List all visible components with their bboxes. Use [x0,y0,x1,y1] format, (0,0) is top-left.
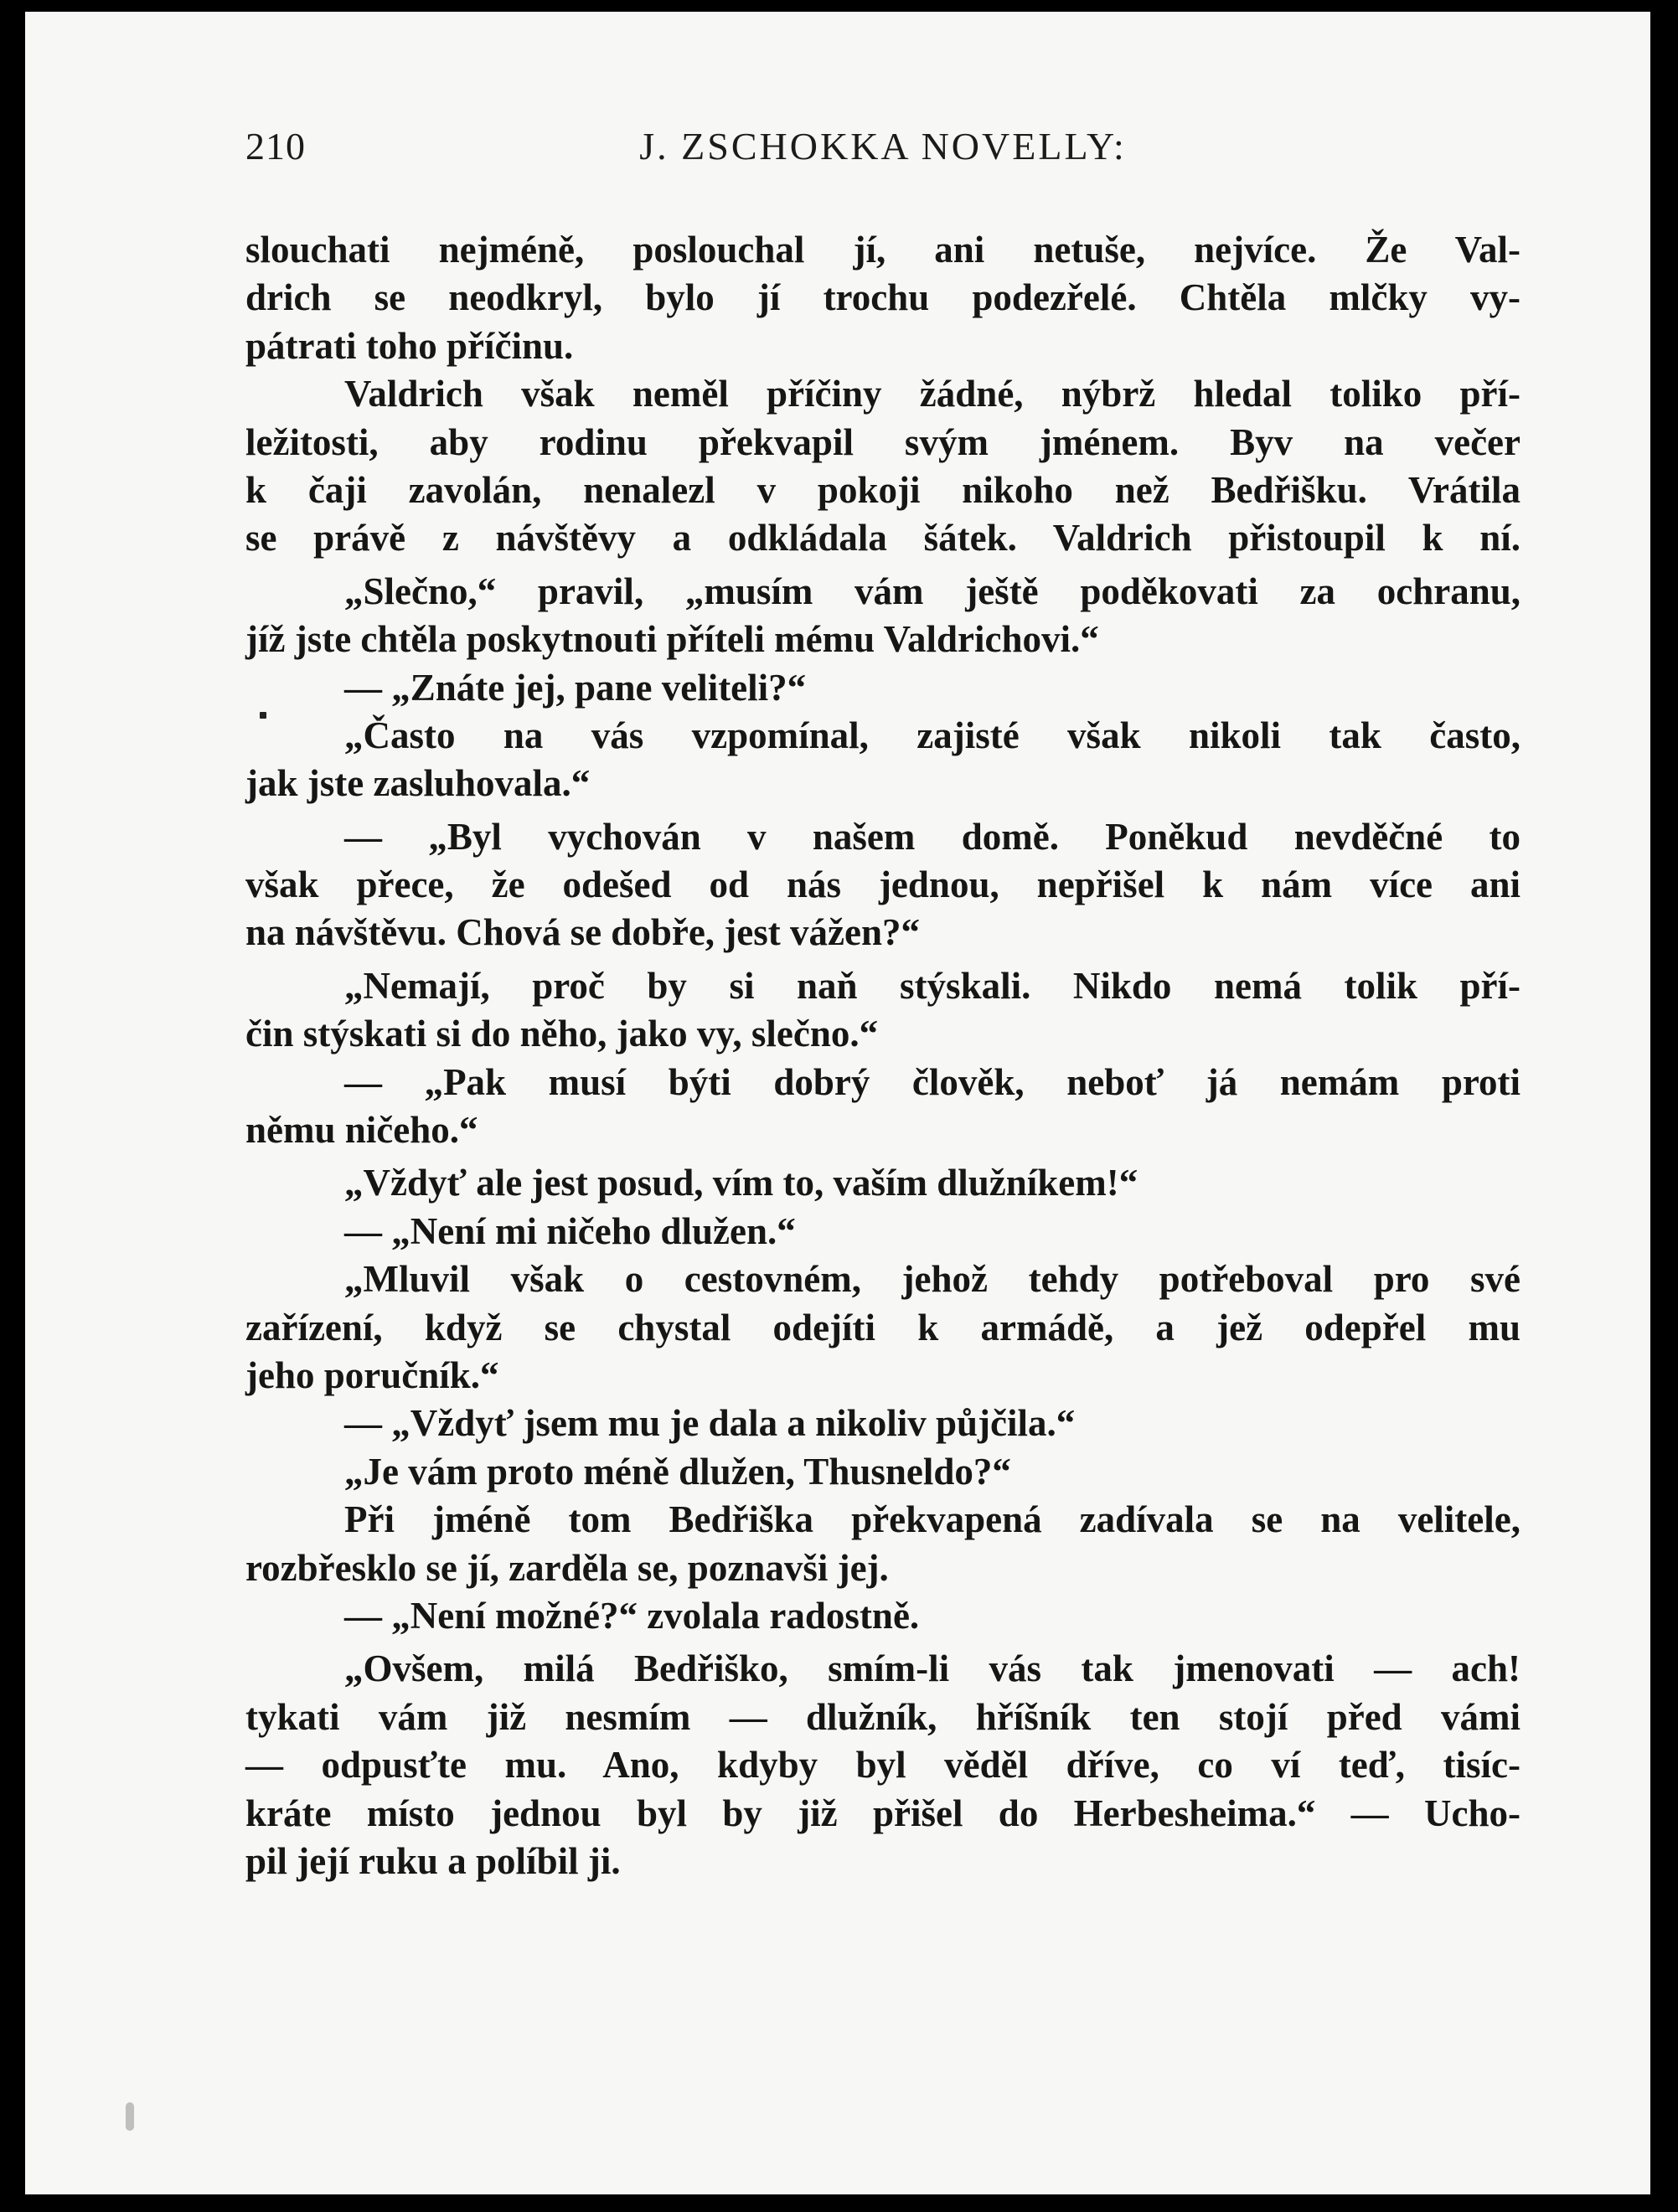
text-line: čin stýskati si do něho, jako vy, slečno.“ [245,1013,879,1055]
text-line: slouchati nejméně, poslouchal jí, ani netuše, nejvíce. Že Val- [245,229,1521,271]
page-number: 210 [245,125,306,168]
text-line: drich se neodkryl, bylo jí trochu podezřelé. Chtěla mlčky vy- [245,276,1521,319]
text-line: jíž jste chtěla poskytnouti příteli mému Valdrichovi.“ [245,618,1099,661]
text-line: — „Není mi ničeho dlužen.“ [344,1209,796,1252]
text-line: — „Byl vychován v našem domě. Poněkud nevděčné to [344,815,1521,858]
text-line: — „Není možné?“ zvolala radostně. [344,1594,920,1637]
text-line: „Nemají, proč by si naň stýskali. Nikdo nemá tolik pří- [344,964,1521,1007]
text-line: kráte místo jednou byl by již přišel do Herbesheima.“ — Ucho- [245,1792,1521,1834]
text-line: „Slečno,“ pravil, „musím vám ještě poděkovati za ochranu, [344,570,1521,612]
text-line: zařízení, když se chystal odejíti k armádě, a jež odepřel mu [245,1306,1521,1348]
page-header [245,124,1521,183]
text-line: pátrati toho příčinu. [245,324,574,367]
text-line: „Často na vás vzpomínal, zajisté však nikoli tak často, [344,714,1521,756]
text-line: Při jméně tom Bedřiška překvapená zadívala se na velitele, [344,1498,1521,1541]
running-title: J. ZSCHOKKA NOVELLY: [639,125,1127,168]
text-line: ležitosti, aby rodinu překvapil svým jménem. Byv na večer [245,420,1521,463]
text-line: „Mluvil však o cestovném, jehož tehdy potřeboval pro své [344,1258,1521,1301]
scan-smudge [126,2102,134,2131]
text-line: „Ovšem, milá Bedřiško, smím-li vás tak jmenovati — ach! [344,1647,1521,1690]
text-line: „Je vám proto méně dlužen, Thusneldo?“ [344,1450,1011,1493]
text-line: — „Vždyť jsem mu je dala a nikoliv půjčila.“ [344,1402,1076,1445]
text-line: jak jste zasluhovala.“ [245,762,591,805]
text-line: však přece, že odešed od nás jednou, nepřišel k nám více ani [245,864,1521,906]
text-line: — „Pak musí býti dobrý člověk, neboť já nemám proti [344,1060,1521,1103]
text-line: tykati vám již nesmím — dlužník, hříšník ten stojí před vámi [245,1695,1521,1738]
text-line: němu ničeho.“ [245,1109,478,1152]
text-line: pil její ruku a políbil ji. [245,1839,621,1882]
text-line: rozbřesklo se jí, zarděla se, poznavši jej. [245,1546,889,1589]
text-line: — „Znáte jej, pane veliteli?“ [344,666,807,709]
text-line: se právě z návštěvy a odkládala šátek. Valdrich přistoupil k ní. [245,517,1521,559]
body-text [245,226,1521,1885]
text-line: k čaji zavolán, nenalezl v pokoji nikoho než Bedřišku. Vrátila [245,468,1521,511]
text-line: Valdrich však neměl příčiny žádné, nýbrž hledal toliko pří- [344,373,1521,415]
text-line: „Vždyť ale jest posud, vím to, vaším dlužníkem!“ [344,1162,1138,1204]
text-line: na návštěvu. Chová se dobře, jest vážen?“ [245,911,920,954]
text-line: jeho poručník.“ [245,1353,499,1396]
text-line: — odpusťte mu. Ano, kdyby byl věděl dříve, co ví teď, tisíc- [245,1744,1521,1787]
